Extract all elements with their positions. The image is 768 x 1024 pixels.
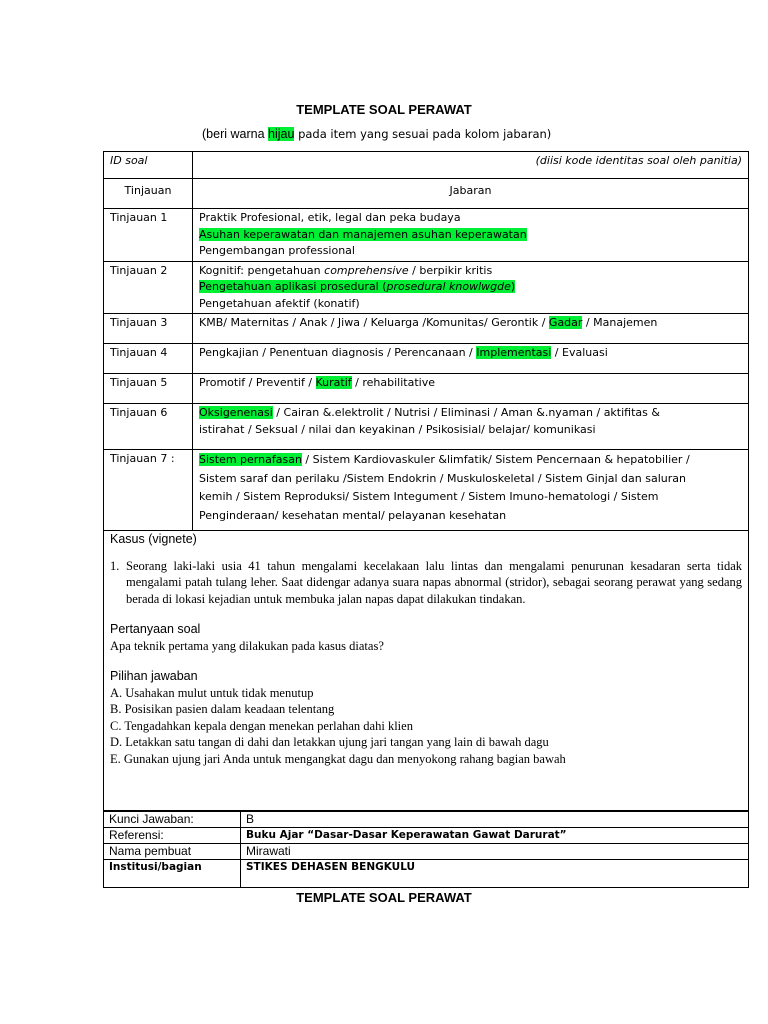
- pembuat-label: Nama pembuat: [104, 844, 241, 860]
- tinjauan-label: Tinjauan 1: [104, 209, 193, 262]
- jabaran-highlight: Gadar: [548, 316, 583, 329]
- tinjauan-row-5: [104, 374, 749, 404]
- tinjauan-content: Oksigenenasi / Cairan &.elektrolit / Nutrisi / Eliminasi / Aman &.nyaman / aktifitas & istirahat / Seksual / nilai dan keyakinan / Psikosisial/ belajar/ komunikasi: [193, 404, 749, 450]
- header-jabaran: Jabaran: [193, 179, 749, 209]
- pembuat-row: [104, 844, 749, 860]
- referensi-row: [104, 828, 749, 844]
- tinjauan-label: Tinjauan 4: [104, 344, 193, 374]
- instruction-pre: (beri warna: [202, 127, 268, 141]
- vignette-number: 1.: [110, 558, 120, 573]
- jabaran-highlight: Oksigenenasi: [199, 406, 273, 419]
- kasus-section: [103, 529, 749, 811]
- jabaran-text: comprehensive: [324, 263, 409, 277]
- header-tinjauan: Tinjauan: [104, 179, 193, 209]
- jabaran-text: / berpikir kritis: [408, 263, 493, 277]
- jabaran-line: kemih / Sistem Reproduksi/ Sistem Integument / Sistem Imuno-hematologi / Sistem: [199, 490, 659, 503]
- id-row: [104, 152, 749, 179]
- tinjauan-table: [103, 151, 749, 531]
- jabaran-line: istirahat / Seksual / nilai dan keyakinan / Psikosisial/ belajar/ komunikasi: [199, 422, 596, 436]
- question-heading: Pertanyaan soal: [110, 622, 201, 636]
- tinjauan-content: KMB/ Maternitas / Anak / Jiwa / Keluarga /Komunitas/ Gerontik / Gadar / Manajemen: [193, 314, 749, 344]
- jabaran-highlight: Implementasi: [476, 346, 552, 359]
- tinjauan-content: [193, 209, 749, 262]
- id-label: ID soal: [104, 152, 193, 179]
- jabaran-line: Praktik Profesional, etik, legal dan peka budaya: [199, 211, 461, 224]
- options-heading: Pilihan jawaban: [110, 669, 198, 683]
- jabaran-line: Sistem saraf dan perilaku /Sistem Endokrin / Muskuloskeletal / Sistem Ginjal dan saluran: [199, 471, 686, 485]
- tinjauan-content: [193, 261, 749, 314]
- tinjauan-label: Tinjauan 2: [104, 261, 193, 314]
- jabaran-line: Penginderaan/ kesehatan mental/ pelayanan kesehatan: [199, 508, 507, 522]
- kunci-row: [104, 812, 749, 828]
- option-e: E. Gunakan ujung jari Anda untuk mengangkat dagu dan menyokong rahang bagian bawah: [110, 751, 566, 766]
- pembuat-value: Mirawati: [241, 844, 749, 860]
- tinjauan-row-1: [104, 209, 749, 262]
- tinjauan-content: Sistem pernafasan / Sistem Kardiovaskuler &limfatik/ Sistem Pencernaan & hepatobilier / Sistem saraf dan perilaku /Sistem Endokrin / Muskuloskeletal / Sistem Ginjal dan saluran kemih / Sistem Reproduksi/ Sistem Integument / Sistem Imuno-hematologi / Sistem Penginderaan/ kesehatan mental/ pelayanan kesehatan: [193, 450, 749, 531]
- footer-table: [103, 811, 749, 888]
- tinjauan-label: Tinjauan 7 :: [104, 450, 193, 531]
- instruction-line: [202, 127, 551, 141]
- option-b: B. Posisikan pasien dalam keadaan telentang: [110, 702, 335, 716]
- tinjauan-label: Tinjauan 5: [104, 374, 193, 404]
- tinjauan-row-3: [104, 314, 749, 344]
- jabaran-text: Kognitif: pengetahuan: [199, 263, 325, 277]
- tinjauan-row-2: [104, 261, 749, 314]
- institusi-label: Institusi/bagian: [104, 860, 241, 888]
- jabaran-highlight: Pengetahuan aplikasi prosedural (prosedural knowlwgde): [199, 280, 516, 293]
- institusi-value: STIKES DEHASEN BENGKULU: [241, 860, 749, 888]
- tinjauan-label: Tinjauan 3: [104, 314, 193, 344]
- tinjauan-label: Tinjauan 6: [104, 404, 193, 450]
- header-row: [104, 179, 749, 209]
- option-a: A. Usahakan mulut untuk tidak menutup: [110, 685, 314, 700]
- kasus-heading: Kasus (vignete): [110, 532, 197, 546]
- page-title-repeat: TEMPLATE SOAL PERAWAT: [296, 890, 472, 905]
- vignette-text: Seorang laki-laki usia 41 tahun mengalami kecelakaan lalu lintas dan mengalami penurunan kesadaran serta tidak mengalami patah tulang leher. Saat didengar adanya suara napas abnormal (stridor), sebagai seorang perawat yang sedang berada di lokasi kejadian untuk membuka jalan napas dapat dilakukan tindakan.: [126, 558, 742, 606]
- jabaran-line: Pengetahuan afektif (konatif): [199, 296, 360, 310]
- tinjauan-content: Pengkajian / Penentuan diagnosis / Perencanaan / Implementasi / Evaluasi: [193, 344, 749, 374]
- tinjauan-row-6: [104, 404, 749, 450]
- referensi-label: Referensi:: [104, 828, 241, 844]
- tinjauan-row-4: [104, 344, 749, 374]
- id-note: (diisi kode identitas soal oleh panitia): [193, 152, 749, 179]
- instruction-highlight: hijau: [268, 127, 295, 141]
- kunci-label: Kunci Jawaban:: [104, 812, 241, 828]
- question-text: Apa teknik pertama yang dilakukan pada kasus diatas?: [110, 638, 384, 653]
- jabaran-highlight: Kuratif: [315, 376, 352, 389]
- tinjauan-content: Promotif / Preventif / Kuratif / rehabilitative: [193, 374, 749, 404]
- jabaran-highlight: Sistem pernafasan: [199, 453, 302, 466]
- jabaran-highlight: Asuhan keperawatan dan manajemen asuhan keperawatan: [199, 227, 527, 241]
- kunci-value: B: [241, 812, 749, 828]
- institusi-row: [104, 860, 749, 888]
- page-title: TEMPLATE SOAL PERAWAT: [296, 102, 472, 117]
- tinjauan-row-7: [104, 450, 749, 531]
- instruction-post: pada item yang sesuai pada kolom jabaran): [294, 127, 552, 141]
- vignette: [110, 558, 742, 608]
- option-d: D. Letakkan satu tangan di dahi dan letakkan ujung jari tangan yang lain di bawah dagu: [110, 735, 549, 749]
- option-c: C. Tengadahkan kepala dengan menekan perlahan dahi klien: [110, 718, 413, 733]
- referensi-value: Buku Ajar “Dasar-Dasar Keperawatan Gawat Darurat”: [241, 828, 749, 844]
- jabaran-line: Pengembangan professional: [199, 244, 355, 257]
